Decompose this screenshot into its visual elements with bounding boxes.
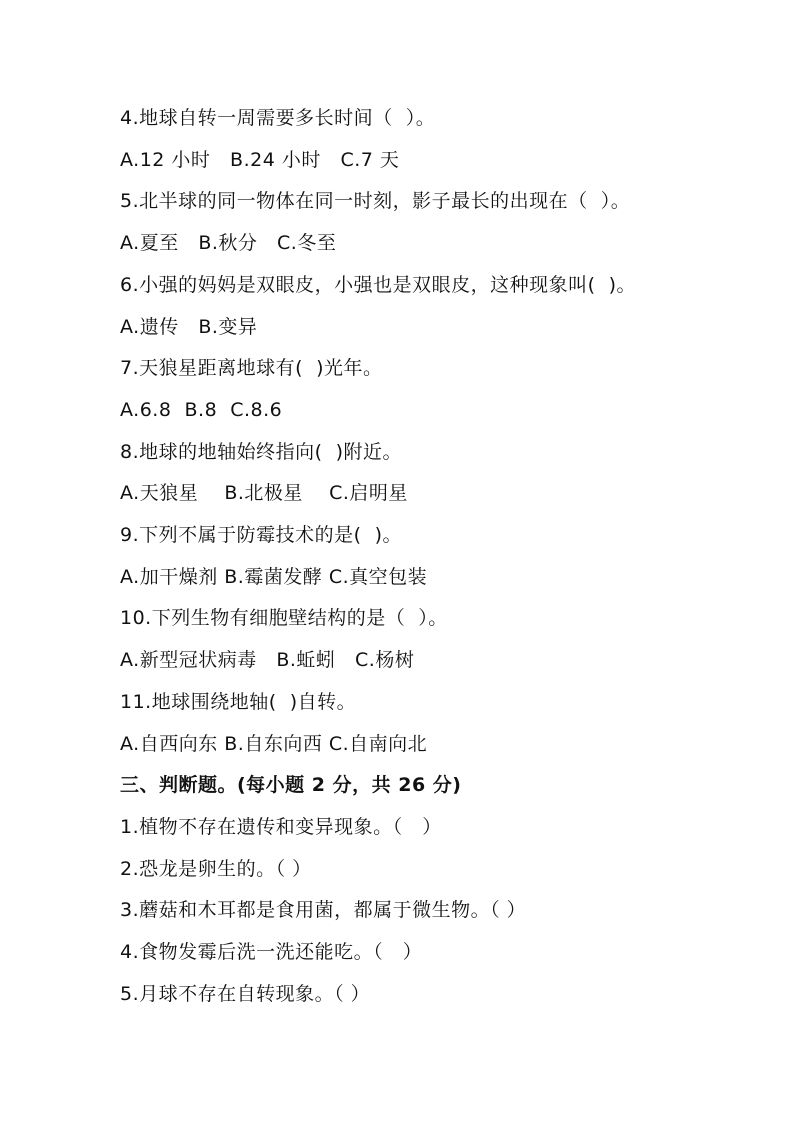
question-5: 5.北半球的同一物体在同一时刻，影子最长的出现在（ ）。 xyxy=(120,190,631,212)
question-11-options: A.自西向东 B.自东向西 C.自南向北 xyxy=(120,733,428,755)
section-heading-true-false: 三、判断题。(每小题 2 分，共 26 分) xyxy=(120,774,462,796)
question-9: 9.下列不属于防霉技术的是( )。 xyxy=(120,524,403,546)
judgement-4: 4.食物发霉后洗一洗还能吃。（ ） xyxy=(120,941,423,963)
question-4: 4.地球自转一周需要多长时间（ ）。 xyxy=(120,107,436,129)
question-11: 11.地球围绕地轴( )自转。 xyxy=(120,691,357,713)
question-8: 8.地球的地轴始终指向( )附近。 xyxy=(120,441,403,463)
question-6: 6.小强的妈妈是双眼皮，小强也是双眼皮，这种现象叫( )。 xyxy=(120,274,637,296)
question-5-options: A.夏至 B.秋分 C.冬至 xyxy=(120,232,337,254)
judgement-1: 1.植物不存在遗传和变异现象。（ ） xyxy=(120,816,442,838)
question-6-options: A.遗传 B.变异 xyxy=(120,316,258,338)
question-7: 7.天狼星距离地球有( )光年。 xyxy=(120,357,383,379)
judgement-3: 3.蘑菇和木耳都是食用菌，都属于微生物。（ ） xyxy=(120,899,527,921)
question-10: 10.下列生物有细胞壁结构的是（ ）。 xyxy=(120,607,448,629)
judgement-2: 2.恐龙是卵生的。（ ） xyxy=(120,858,312,880)
question-4-options: A.12 小时 B.24 小时 C.7 天 xyxy=(120,149,400,171)
question-8-options: A.天狼星 B.北极星 C.启明星 xyxy=(120,482,408,504)
question-9-options: A.加干燥剂 B.霉菌发酵 C.真空包装 xyxy=(120,566,428,588)
judgement-5: 5.月球不存在自转现象。（ ） xyxy=(120,983,371,1005)
question-10-options: A.新型冠状病毒 B.蚯蚓 C.杨树 xyxy=(120,649,415,671)
question-7-options: A.6.8 B.8 C.8.6 xyxy=(120,399,283,421)
